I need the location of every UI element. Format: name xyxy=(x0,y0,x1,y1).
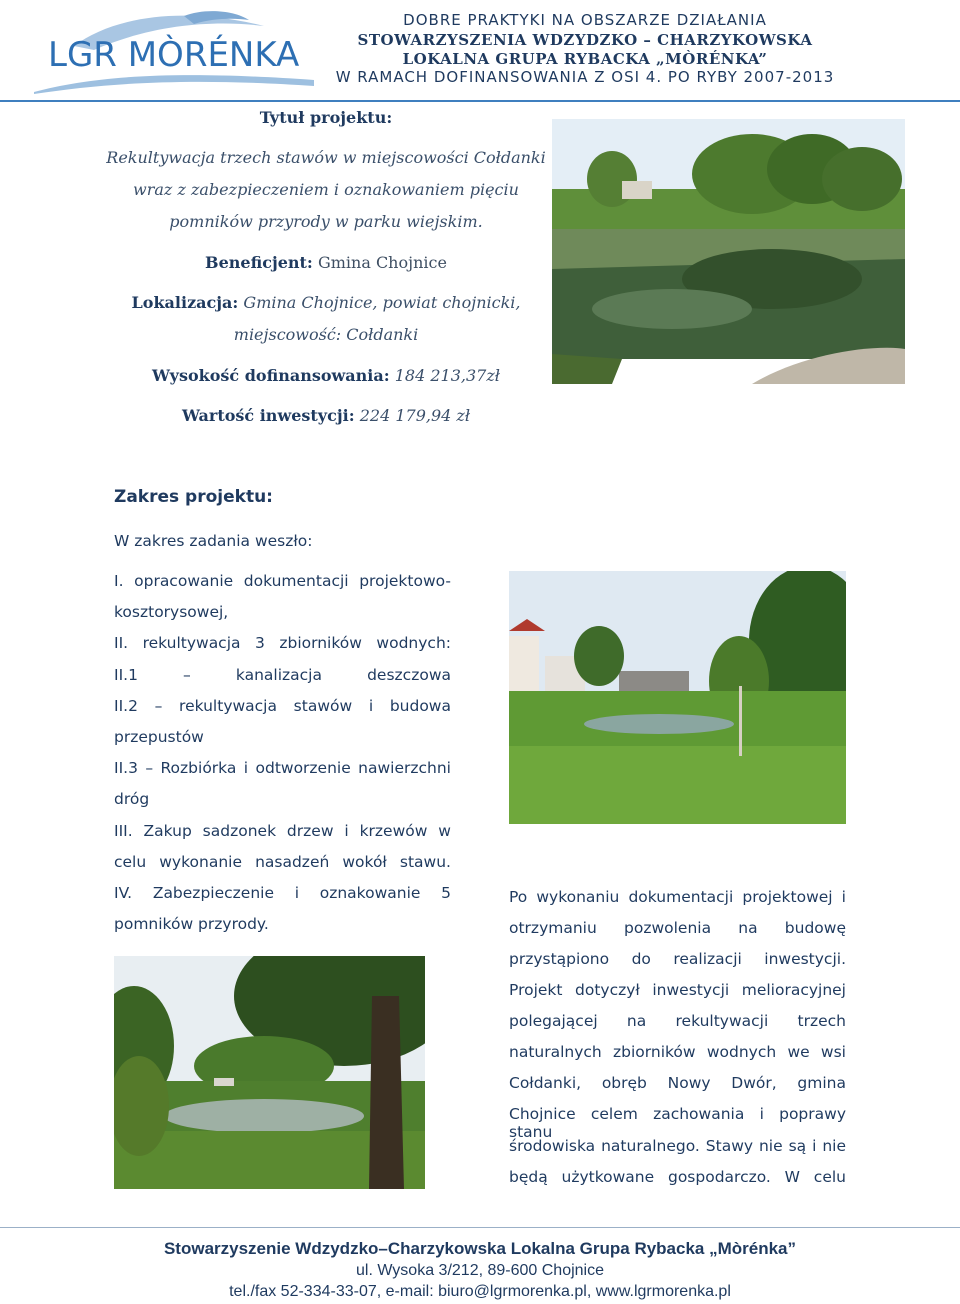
location xyxy=(96,293,556,312)
title-label: Tytuł projektu: xyxy=(259,108,393,127)
scope-intro: W zakres zadania weszło: xyxy=(114,532,313,550)
scope-line-8: dróg xyxy=(114,790,150,808)
description-line-5: polegającej na rekultywacji trzech xyxy=(509,1012,846,1030)
beneficiary-value: Gmina Chojnice xyxy=(317,253,447,272)
scope-line-1: I. opracowanie dokumentacji projektowo- xyxy=(114,572,451,590)
investment-label: Wartość inwestycji: xyxy=(181,406,355,425)
description-line-2: otrzymaniu pozwolenia na budowę xyxy=(509,919,846,937)
description-line-1: Po wykonaniu dokumentacji projektowej i xyxy=(509,888,846,906)
beneficiary-label: Beneficjent: xyxy=(205,253,313,272)
logo-text: LGR MÒRÉNKA xyxy=(48,35,300,75)
header-line-2: STOWARZYSZENIA WDZYDZKO – CHARZYKOWSKA xyxy=(357,31,813,49)
project-title-line-3: pomników przyrody w parku wiejskim. xyxy=(169,212,483,231)
description-line-8: Chojnice celem zachowania i poprawy stanu xyxy=(509,1105,846,1141)
scope-line-11: IV. Zabezpieczenie i oznakowanie 5 xyxy=(114,884,451,902)
description-line-10: będą użytkowane gospodarczo. W celu xyxy=(509,1168,846,1186)
header-line-4: W RAMACH DOFINANSOWANIA Z OSI 4. PO RYBY 2007-2013 xyxy=(335,68,835,86)
footer-contact: tel./fax 52-334-33-07, e-mail: biuro@lgrmorenka.pl, www.lgrmorenka.pl xyxy=(229,1283,731,1300)
scope-line-5: II.2 – rekultywacja stawów i budowa xyxy=(114,697,451,715)
footer-organization: Stowarzyszenie Wdzydzko–Charzykowska Lokalna Grupa Rybacka „Mòrénka” xyxy=(163,1239,797,1258)
description-line-9: środowiska naturalnego. Stawy nie są i nie xyxy=(509,1137,846,1155)
funding-value: 184 213,37zł xyxy=(394,366,500,385)
investment-value: 224 179,94 zł xyxy=(359,406,471,425)
description-line-4: Projekt dotyczył inwestycji melioracyjnej xyxy=(509,981,846,999)
scope-line-7: II.3 – Rozbiórka i odtworzenie nawierzchni xyxy=(114,759,451,777)
park-pond-photo xyxy=(114,956,425,1189)
location-label: Lokalizacja: xyxy=(131,293,239,312)
project-title-line-1: Rekultywacja trzech stawów w miejscowości Cołdanki xyxy=(106,148,546,167)
description-line-6: naturalnych zbiorników wodnych we wsi xyxy=(509,1043,846,1061)
scope-line-2: kosztorysowej, xyxy=(114,603,229,621)
location-value-1: Gmina Chojnice, powiat chojnicki, xyxy=(243,293,521,312)
scope-heading: Zakres projektu: xyxy=(114,487,273,507)
footer-divider xyxy=(0,1227,960,1228)
header-line-1: DOBRE PRAKTYKI NA OBSZARZE DZIAŁANIA xyxy=(403,11,767,29)
project-title-line-2: wraz z zabezpieczeniem i oznakowaniem pięciu xyxy=(133,180,519,199)
header-line-3: LOKALNA GRUPA RYBACKA „MÒRÉNKA” xyxy=(402,50,768,68)
scope-line-9: III. Zakup sadzonek drzew i krzewów w xyxy=(114,822,451,840)
scope-line-10: celu wykonanie nasadzeń wokół stawu. xyxy=(114,853,451,871)
scope-line-4: II.1 – kanalizacja deszczowa xyxy=(114,666,451,684)
beneficiary xyxy=(96,253,556,272)
scope-line-12: pomników przyrody. xyxy=(114,915,269,933)
location-value-2: miejscowość: Cołdanki xyxy=(233,325,419,344)
pond-photo-2 xyxy=(509,571,846,824)
investment xyxy=(96,406,556,425)
funding xyxy=(96,366,556,385)
scope-line-6: przepustów xyxy=(114,728,204,746)
header-divider xyxy=(0,100,960,102)
scope-line-3: II. rekultywacja 3 zbiorników wodnych: xyxy=(114,634,451,652)
pond-photo-1 xyxy=(552,119,905,384)
funding-label: Wysokość dofinansowania: xyxy=(152,366,390,385)
footer-address: ul. Wysoka 3/212, 89-600 Chojnice xyxy=(356,1262,604,1279)
description-line-3: przystąpiono do realizacji inwestycji. xyxy=(509,950,846,968)
description-line-7: Cołdanki, obręb Nowy Dwór, gmina xyxy=(509,1074,846,1092)
